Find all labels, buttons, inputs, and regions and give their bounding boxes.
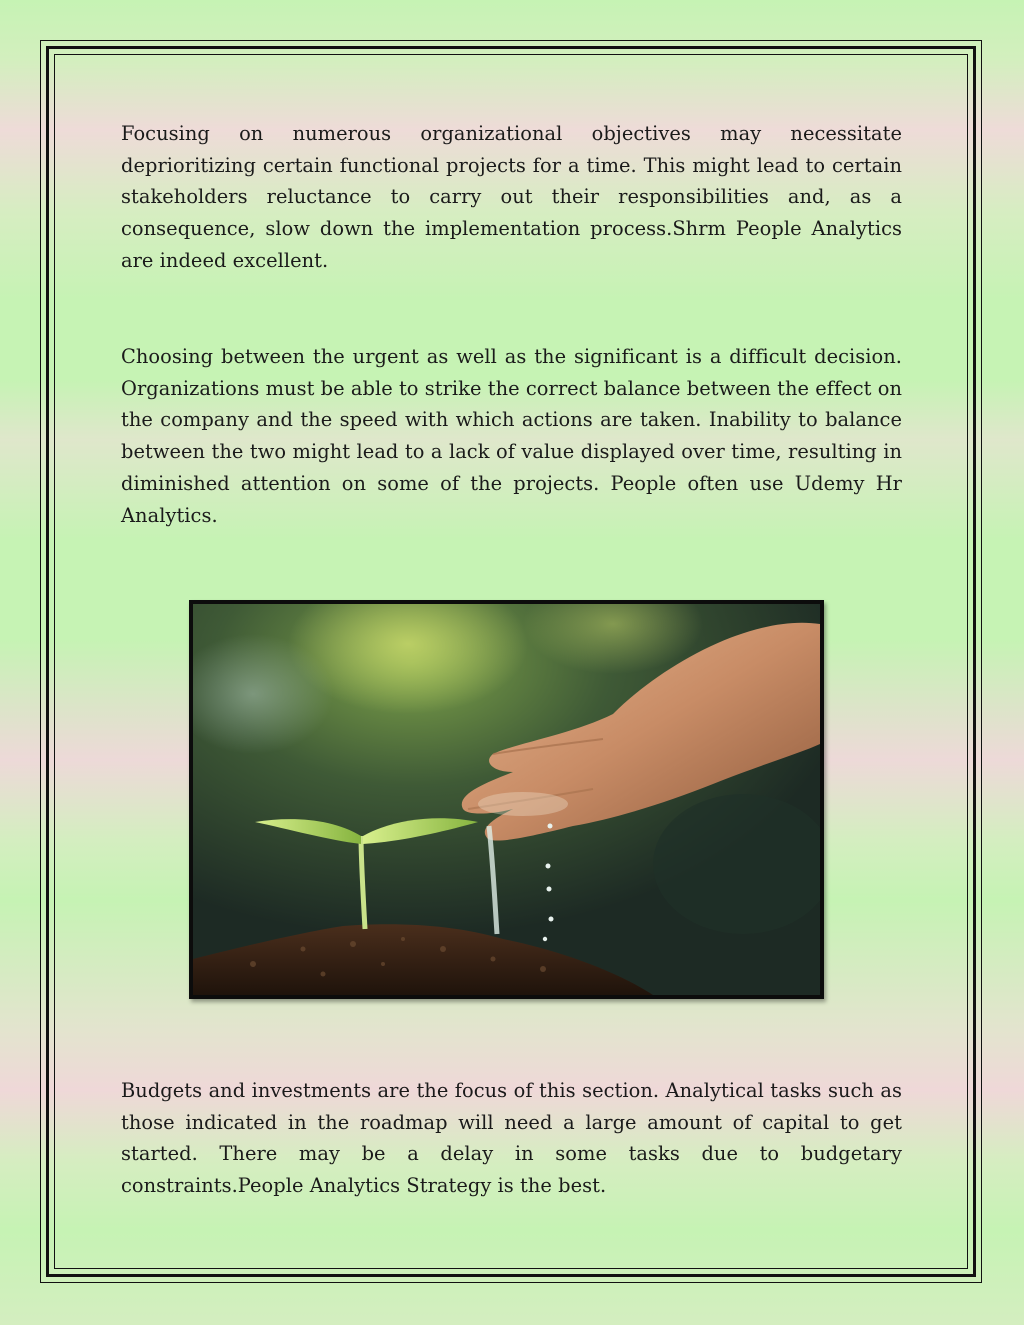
paragraph-urgent-vs-significant: Choosing between the urgent as well as the significant is a difficult decision. Organizations must be able to strike the correct balance between the effect on the company and the speed with which actions are taken. Inability to balance between the two might lead to a lack of value displayed over time, resulting in diminished attention on some of the projects. People often use Udemy Hr Analytics.: [121, 345, 902, 527]
seedling-watering-photo: [189, 600, 824, 999]
paragraph-budgets: Budgets and investments are the focus of this section. Analytical tasks such as those indicated in the roadmap will need a large amount of capital to get started. There may be a delay in some tasks due to budgetary constraints.People Analytics Strategy is the best.: [121, 1079, 902, 1198]
paragraph-prioritization: Focusing on numerous organizational objectives may necessitate deprioritizing certain functional projects for a time. This might lead to certain stakeholders reluctance to carry out their responsibilities and, as a consequence, slow down the implementation process.Shrm People Analytics are indeed excellent.: [121, 122, 902, 272]
